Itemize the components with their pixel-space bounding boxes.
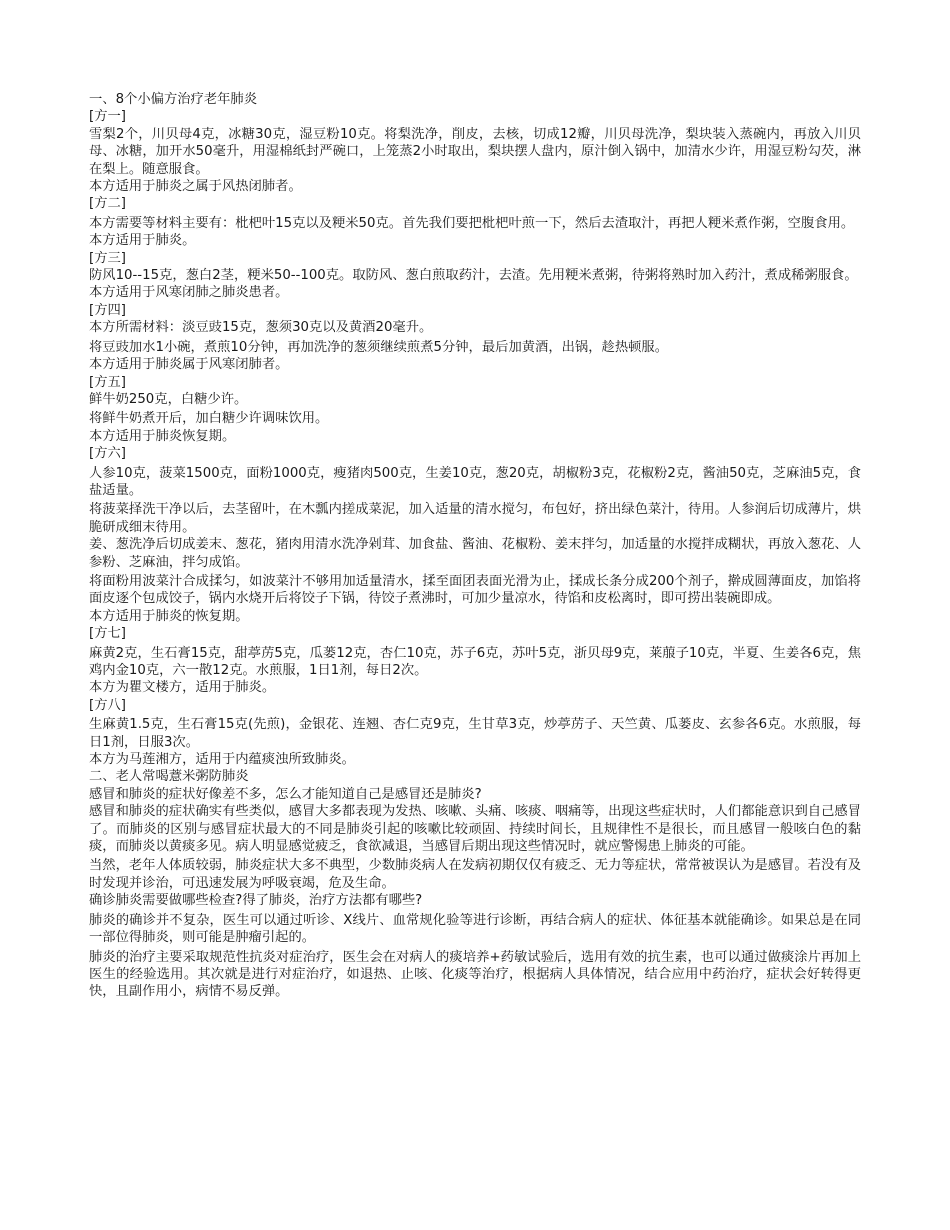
section-heading: 一、8个小偏方治疗老年肺炎 (89, 92, 258, 107)
recipe-text: 将鲜牛奶煮开后，加白糖少许调味饮用。 (89, 411, 329, 427)
recipe-text: 鲜牛奶250克，白糖少许。 (89, 391, 248, 407)
recipe-heading: [方八] (89, 697, 126, 713)
recipe-indication: 本方适用于风寒闭肺之肺炎患者。 (89, 285, 289, 301)
document-body (89, 91, 861, 1001)
recipe-text: 本方需要等材料主要有：枇杷叶15克以及粳米50克。首先我们要把枇杷叶煎一下，然后去渣取汁，再把人粳米煮作粥，空腹食用。 (89, 215, 855, 231)
recipe-indication: 本方适用于肺炎的恢复期。 (89, 608, 249, 624)
recipe-text: 姜、葱洗净后切成姜末、葱花，猪肉用清水洗净剁茸、加食盐、酱油、花椒粉、姜末拌匀，加适量的水搅拌成糊状，再放入葱花、人参粉、芝麻油，拌匀成馅。 (89, 537, 861, 570)
recipe-heading: [方三] (89, 250, 126, 266)
recipe-heading: [方二] (89, 196, 126, 212)
recipe-text: 雪梨2个，川贝母4克，冰糖30克，湿豆粉10克。将梨洗净，削皮，去核，切成12瓣，川贝母洗净，梨块装入蒸碗内，再放入川贝母、冰糖，加开水50毫升，用湿棉纸封严碗口，上笼蒸2小时取出，梨块摆人盘内，原汁倒入锅中，加清水少许，用湿豆粉勾芡，淋在梨上。随意服食。 (89, 126, 861, 177)
recipe-text: 将豆豉加水1小碗，煮煎10分钟，再加洗净的葱须继续煎煮5分钟，最后加黄酒，出锅，趁热顿服。 (89, 339, 669, 355)
recipe-indication: 本方适用于肺炎属于风寒闭肺者。 (89, 357, 289, 373)
recipe-indication: 本方为瞿文楼方，适用于肺炎。 (89, 680, 276, 696)
answer-text: 肺炎的确诊并不复杂，医生可以通过听诊、X线片、血常规化验等进行诊断，再结合病人的症状、体征基本就能确诊。如果总是在同一部位得肺炎，则可能是肿瘤引起的。 (89, 912, 861, 946)
recipe-indication: 本方适用于肺炎恢复期。 (89, 428, 236, 444)
recipe-text: 将菠菜择洗干净以后，去茎留叶，在木瓢内搓成菜泥，加入适量的清水搅匀，布包好，挤出绿色菜汁，待用。人参润后切成薄片，烘脆研成细末待用。 (89, 502, 861, 535)
recipe-text: 本方所需材料：淡豆豉15克，葱须30克以及黄酒20毫升。 (89, 320, 433, 336)
recipe-heading: [方六] (89, 446, 126, 462)
section-heading: 二、老人常喝薏米粥防肺炎 (89, 769, 249, 785)
recipe-heading: [方一] (89, 109, 126, 125)
recipe-indication: 本方适用于肺炎。 (89, 233, 196, 249)
recipe-text: 生麻黄1.5克，生石膏15克(先煎)，金银花、连翘、杏仁克9克，生甘草3克，炒葶苈子、天竺黄、瓜蒌皮、玄参各6克。水煎服，每日1剂，日服3次。 (89, 717, 861, 750)
recipe-heading: [方五] (89, 374, 126, 390)
recipe-text: 人参10克，菠菜1500克，面粉1000克，瘦猪肉500克，生姜10克，葱20克，胡椒粉3克，花椒粉2克，酱油50克，芝麻油5克，食盐适量。 (89, 465, 861, 498)
recipe-text: 将面粉用波菜汁合成揉匀，如波菜汁不够用加适量清水，揉至面团表面光滑为止，揉成长条分成200个剂子，擀成圆薄面皮，加馅将面皮逐个包成饺子，锅内水烧开后将饺子下锅，待饺子煮沸时，可加少量凉水，待馅和皮松离时，即可捞出装碗即成。 (89, 573, 861, 607)
answer-text: 感冒和肺炎的症状确实有些类似，感冒大多都表现为发热、咳嗽、头痛、咳痰、咽痛等，出现这些症状时，人们都能意识到自己感冒了。而肺炎的区别与感冒症状最大的不同是肺炎引起的咳嗽比较顽固、持续时间长，且规律性不是很长，而且感冒一般咳白色的黏痰，而肺炎以黄痰多见。病人明显感觉疲乏，食欲减退，当感冒后期出现这些情况时，就应警惕患上肺炎的可能。 (89, 804, 861, 855)
recipe-heading: [方四] (89, 302, 126, 318)
recipe-heading: [方七] (89, 626, 126, 642)
question-text: 感冒和肺炎的症状好像差不多，怎么才能知道自己是感冒还是肺炎? (89, 786, 482, 802)
question-text: 确诊肺炎需要做哪些检查?得了肺炎，治疗方法都有哪些? (89, 893, 423, 909)
answer-text: 肺炎的治疗主要采取规范性抗炎对症治疗，医生会在对病人的痰培养+药敏试验后，选用有效的抗生素，也可以通过做痰涂片再加上医生的经验选用。其次就是进行对症治疗，如退热、止咳、化痰等治疗，根据病人具体情况，结合应用中药治疗，症状会好转得更快，且副作用小，病情不易反弹。 (89, 949, 861, 1000)
recipe-text: 防风10--15克，葱白2茎，粳米50--100克。取防风、葱白煎取药汁，去渣。先用粳米煮粥，待粥将熟时加入药汁，煮成稀粥服食。 (89, 268, 858, 284)
answer-text: 当然，老年人体质较弱，肺炎症状大多不典型，少数肺炎病人在发病初期仅仅有疲乏、无力等症状，常常被误认为是感冒。若没有及时发现并诊治，可迅速发展为呼吸衰竭，危及生命。 (89, 858, 861, 891)
recipe-text: 麻黄2克，生石膏15克，甜葶苈5克，瓜蒌12克，杏仁10克，苏子6克，苏叶5克，浙贝母9克，莱菔子10克，半夏、生姜各6克，焦鸡内金10克，六一散12克。水煎服，1日1剂，每日2次。 (89, 645, 861, 678)
recipe-indication: 本方适用于肺炎之属于风热闭肺者。 (89, 179, 302, 195)
recipe-indication: 本方为马莲湘方，适用于内蕴痰浊所致肺炎。 (89, 752, 355, 768)
